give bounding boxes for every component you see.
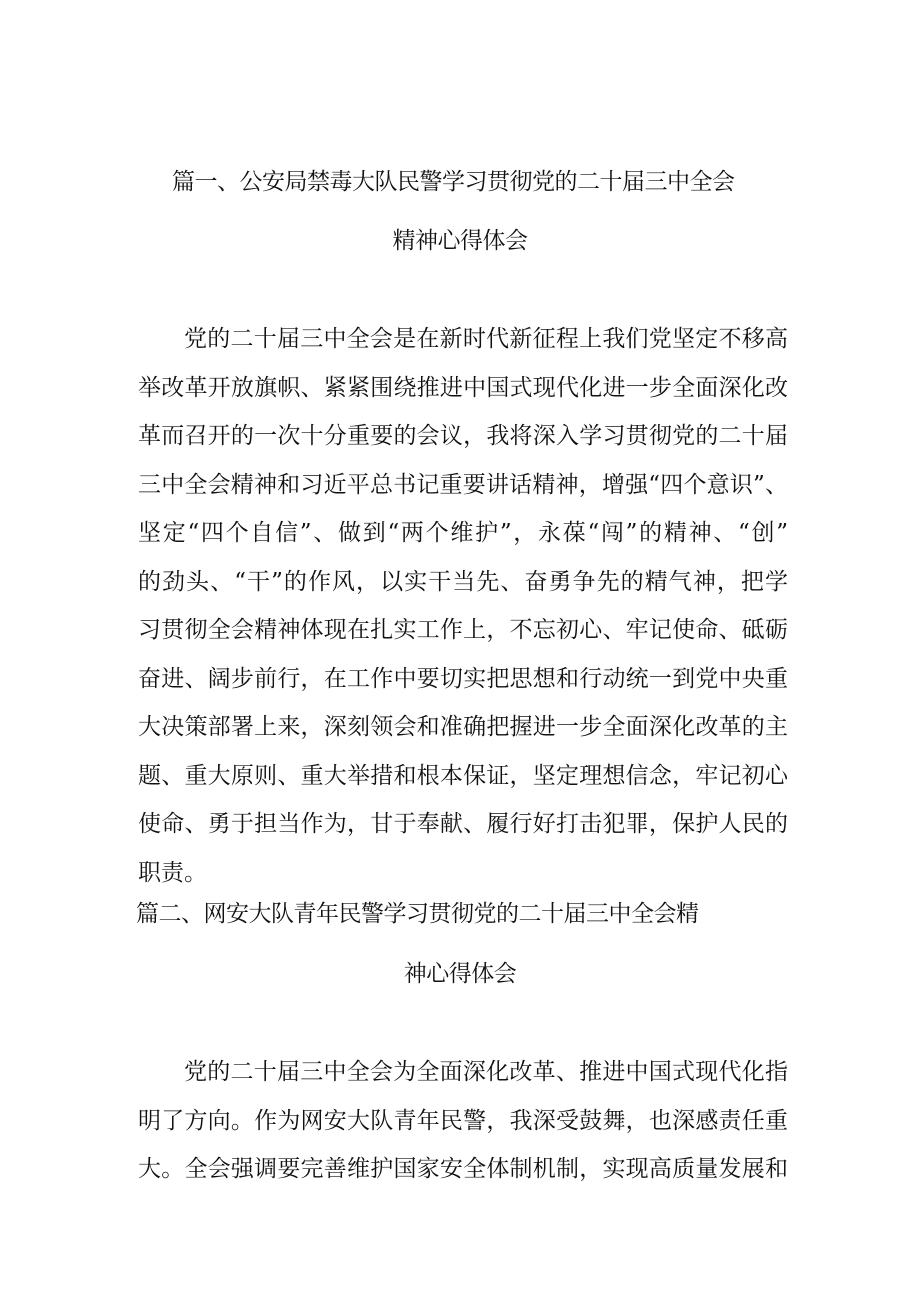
paragraph-line: 使命、勇于担当作为，甘于奉献、履行好打击犯罪，保护人民的 (138, 811, 788, 837)
paragraph-line: 题、重大原则、重大举措和根本保证，坚定理想信念，牢记初心 (138, 762, 788, 789)
paragraph-line: 大。全会强调要完善维护国家安全体制机制，实现高质量发展和 (138, 1156, 788, 1182)
paragraph-line: 的劲头、“干”的作风，以实干当先、奋勇争先的精气神，把学 (138, 568, 788, 595)
paragraph-line: 习贯彻全会精神体现在扎实工作上，不忘初心、牢记使命、砥砺 (138, 617, 788, 643)
section1-title-line2: 精神心得体会 (392, 228, 528, 254)
paragraph-line: 职责。 (138, 859, 207, 886)
paragraph-line: 奋进、阔步前行，在工作中要切实把思想和行动统一到党中央重 (138, 665, 788, 692)
paragraph-line: 大决策部署上来，深刻领会和准确把握进一步全面深化改革的主 (138, 714, 788, 740)
section2-body (138, 1048, 788, 1194)
section1-title-line1: 篇一、公安局禁毒大队民警学习贯彻党的二十届三中全会 (172, 169, 735, 195)
paragraph-line: 举改革开放旗帜、紧紧围绕推进中国式现代化进一步全面深化改 (138, 374, 788, 401)
paragraph-line: 坚定“四个自信”、做到“两个维护”，永葆“闯”的精神、“创” (138, 520, 788, 546)
section1-body (138, 315, 788, 897)
paragraph-line: 明了方向。作为网安大队青年民警，我深受鼓舞，也深感责任重 (138, 1107, 788, 1134)
paragraph-line: 党的二十届三中全会为全面深化改革、推进中国式现代化指 (184, 1059, 788, 1085)
paragraph-line: 党的二十届三中全会是在新时代新征程上我们党坚定不移高 (184, 326, 788, 352)
section2-title-line2: 神心得体会 (403, 961, 517, 987)
paragraph-line: 革而召开的一次十分重要的会议，我将深入学习贯彻党的二十届 (138, 423, 788, 449)
paragraph-line: 三中全会精神和习近平总书记重要讲话精神，增强“四个意识”、 (138, 471, 788, 498)
section2-title-line1: 篇二、网安大队青年民警学习贯彻党的二十届三中全会精 (136, 901, 699, 927)
